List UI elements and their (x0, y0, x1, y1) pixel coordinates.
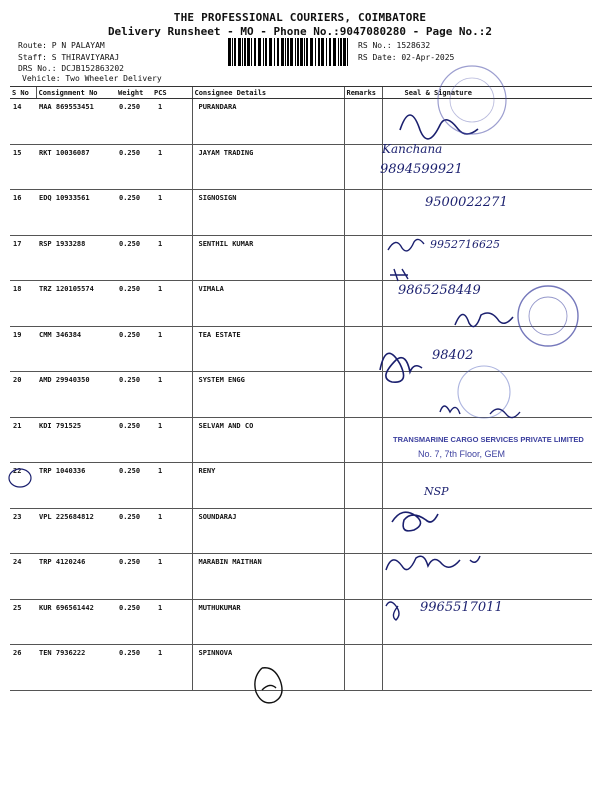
cell-remarks (344, 417, 382, 463)
col-header-sno: S No (10, 87, 36, 99)
barcode-bar (269, 38, 272, 66)
rs-date-field: RS Date: 02-Apr-2025 (358, 53, 455, 62)
staff-field: Staff: S THIRAVIYARAJ (18, 53, 120, 62)
table-row (10, 326, 592, 372)
cell-weight: 0.250 (116, 235, 152, 281)
col-header-remarks: Remarks (344, 87, 382, 99)
cell-consignment-no: EDQ 10933561 (36, 190, 116, 236)
cell-consignee: SPINNOVA (192, 645, 344, 691)
barcode-bar (310, 38, 313, 66)
handwritten-phone: 9500022271 (425, 195, 508, 210)
handwritten-phone: 9965517011 (420, 600, 503, 615)
barcode-bar (228, 38, 231, 66)
drs-field: DRS No.: DCJB152863202 (18, 64, 124, 73)
cell-pcs: 1 (152, 326, 192, 372)
cell-pcs: 1 (152, 508, 192, 554)
barcode-bar (244, 38, 246, 66)
cell-sno: 19 (10, 326, 36, 372)
cell-signature (382, 508, 592, 554)
cell-consignment-no: KDI 791525 (36, 417, 116, 463)
barcode-bar (290, 38, 293, 66)
table-row (10, 372, 592, 418)
barcode-bar (258, 38, 261, 66)
cell-sno: 16 (10, 190, 36, 236)
barcode (228, 38, 350, 66)
cell-consignee: SELVAM AND CO (192, 417, 344, 463)
handwritten-phone: 9952716625 (430, 238, 500, 251)
barcode-bar (343, 38, 346, 66)
cell-consignee: SYSTEM ENGG (192, 372, 344, 418)
table-row (10, 599, 592, 645)
barcode-bar (234, 38, 236, 66)
cell-consignment-no: TRP 1040336 (36, 463, 116, 509)
cell-weight: 0.250 (116, 99, 152, 145)
cell-pcs: 1 (152, 463, 192, 509)
cell-weight: 0.250 (116, 554, 152, 600)
barcode-bar (247, 38, 250, 66)
col-header-pcs: PCS (152, 87, 192, 99)
cell-weight: 0.250 (116, 599, 152, 645)
barcode-bar (300, 38, 303, 66)
cell-pcs: 1 (152, 645, 192, 691)
cell-consignee: JAYAM TRADING (192, 144, 344, 190)
barcode-bar (318, 38, 320, 66)
table-row (10, 645, 592, 691)
cell-consignee: PURANDARA (192, 99, 344, 145)
cell-pcs: 1 (152, 372, 192, 418)
cell-remarks (344, 554, 382, 600)
cell-sno: 14 (10, 99, 36, 145)
cell-signature (382, 99, 592, 145)
barcode-bar (306, 38, 308, 66)
cell-pcs: 1 (152, 190, 192, 236)
handwritten-signature: NSP (424, 485, 449, 498)
barcode-bar (285, 38, 286, 66)
barcode-bar (281, 38, 284, 66)
col-header-consignee: Consignee Details (192, 87, 344, 99)
cell-pcs: 1 (152, 235, 192, 281)
cell-consignee: RENY (192, 463, 344, 509)
cell-consignment-no: TRZ 120105574 (36, 281, 116, 327)
barcode-bar (263, 38, 264, 66)
barcode-bar (333, 38, 336, 66)
cell-remarks (344, 599, 382, 645)
cell-weight: 0.250 (116, 326, 152, 372)
company-title: THE PROFESSIONAL COURIERS, COIMBATORE (173, 11, 427, 24)
cell-consignee: MUTHUKUMAR (192, 599, 344, 645)
table-header-row (10, 87, 592, 99)
cell-sno: 23 (10, 508, 36, 554)
cell-remarks (344, 463, 382, 509)
cell-sno: 20 (10, 372, 36, 418)
cell-signature (382, 554, 592, 600)
cell-pcs: 1 (152, 281, 192, 327)
barcode-bar (254, 38, 256, 66)
cell-weight: 0.250 (116, 372, 152, 418)
barcode-bar (347, 38, 348, 66)
cell-weight: 0.250 (116, 645, 152, 691)
cell-remarks (344, 190, 382, 236)
barcode-bar (340, 38, 342, 66)
barcode-bar (315, 38, 316, 66)
cell-consignee: SOUNDARAJ (192, 508, 344, 554)
cell-pcs: 1 (152, 144, 192, 190)
runsheet-table (10, 86, 592, 691)
barcode-bar (338, 38, 339, 66)
cell-weight: 0.250 (116, 508, 152, 554)
barcode-bar (251, 38, 252, 66)
table-row (10, 144, 592, 190)
cell-remarks (344, 645, 382, 691)
cell-remarks (344, 508, 382, 554)
cell-remarks (344, 372, 382, 418)
cell-weight: 0.250 (116, 190, 152, 236)
cell-weight: 0.250 (116, 144, 152, 190)
handwritten-phone: 9865258449 (398, 283, 481, 298)
cell-consignment-no: RSP 1933288 (36, 235, 116, 281)
cell-signature (382, 372, 592, 418)
cell-weight: 0.250 (116, 281, 152, 327)
barcode-bar (277, 38, 279, 66)
table-row (10, 463, 592, 509)
barcode-bar (232, 38, 233, 66)
cell-sno: 21 (10, 417, 36, 463)
handwritten-phone: 98402 (432, 348, 474, 363)
cell-remarks (344, 99, 382, 145)
cell-consignee: VIMALA (192, 281, 344, 327)
cell-pcs: 1 (152, 417, 192, 463)
cell-signature (382, 463, 592, 509)
cell-signature (382, 326, 592, 372)
route-field: Route: P N PALAYAM (18, 41, 105, 50)
rs-number-field: RS No.: 1528632 (358, 41, 431, 50)
barcode-bar (297, 38, 299, 66)
barcode-bar (321, 38, 324, 66)
handwritten-name: Kanchana (382, 142, 443, 156)
cell-pcs: 1 (152, 554, 192, 600)
cell-consignee: MARABIN MAITHAN (192, 554, 344, 600)
cell-consignment-no: RKT 10036087 (36, 144, 116, 190)
cell-remarks (344, 281, 382, 327)
barcode-bar (329, 38, 331, 66)
col-header-signature: Seal & Signature (382, 87, 592, 99)
cell-remarks (344, 326, 382, 372)
cell-pcs: 1 (152, 99, 192, 145)
cell-consignment-no: MAA 869553451 (36, 99, 116, 145)
table-row (10, 235, 592, 281)
company-stamp-text: TRANSMARINE CARGO SERVICES PRIVATE LIMITED (393, 435, 584, 444)
vehicle-field: Vehicle: Two Wheeler Delivery (22, 74, 162, 83)
cell-weight: 0.250 (116, 417, 152, 463)
cell-signature (382, 645, 592, 691)
cell-consignee: TEA ESTATE (192, 326, 344, 372)
company-stamp-address: No. 7, 7th Floor, GEM (418, 449, 506, 459)
cell-sno: 17 (10, 235, 36, 281)
barcode-bar (287, 38, 289, 66)
col-header-consignment: Consignment No (36, 87, 116, 99)
col-header-weight: Weight (116, 87, 152, 99)
barcode-bar (274, 38, 275, 66)
cell-consignee: SIGNOSIGN (192, 190, 344, 236)
cell-sno: 15 (10, 144, 36, 190)
cell-consignment-no: CMM 346384 (36, 326, 116, 372)
cell-consignment-no: VPL 225684812 (36, 508, 116, 554)
cell-consignment-no: TEN 7936222 (36, 645, 116, 691)
cell-remarks (344, 144, 382, 190)
cell-consignment-no: TRP 4120246 (36, 554, 116, 600)
barcode-bar (295, 38, 296, 66)
table-row (10, 554, 592, 600)
barcode-bar (326, 38, 327, 66)
table-row (10, 508, 592, 554)
handwritten-phone: 9894599921 (380, 162, 463, 177)
cell-sno: 24 (10, 554, 36, 600)
cell-sno: 18 (10, 281, 36, 327)
barcode-bar (265, 38, 267, 66)
cell-consignment-no: AMD 29940350 (36, 372, 116, 418)
barcode-bar (304, 38, 305, 66)
cell-consignee: SENTHIL KUMAR (192, 235, 344, 281)
table-row (10, 281, 592, 327)
barcode-bar (238, 38, 241, 66)
cell-pcs: 1 (152, 599, 192, 645)
cell-sno: 26 (10, 645, 36, 691)
table-row (10, 99, 592, 145)
cell-remarks (344, 235, 382, 281)
cell-sno: 25 (10, 599, 36, 645)
cell-consignment-no: KUR 696561442 (36, 599, 116, 645)
barcode-bar (242, 38, 243, 66)
cell-sno: 22 (10, 463, 36, 509)
runsheet-subtitle: Delivery Runsheet - MO - Phone No.:9047080280 - Page No.:2 (107, 25, 493, 38)
cell-weight: 0.250 (116, 463, 152, 509)
